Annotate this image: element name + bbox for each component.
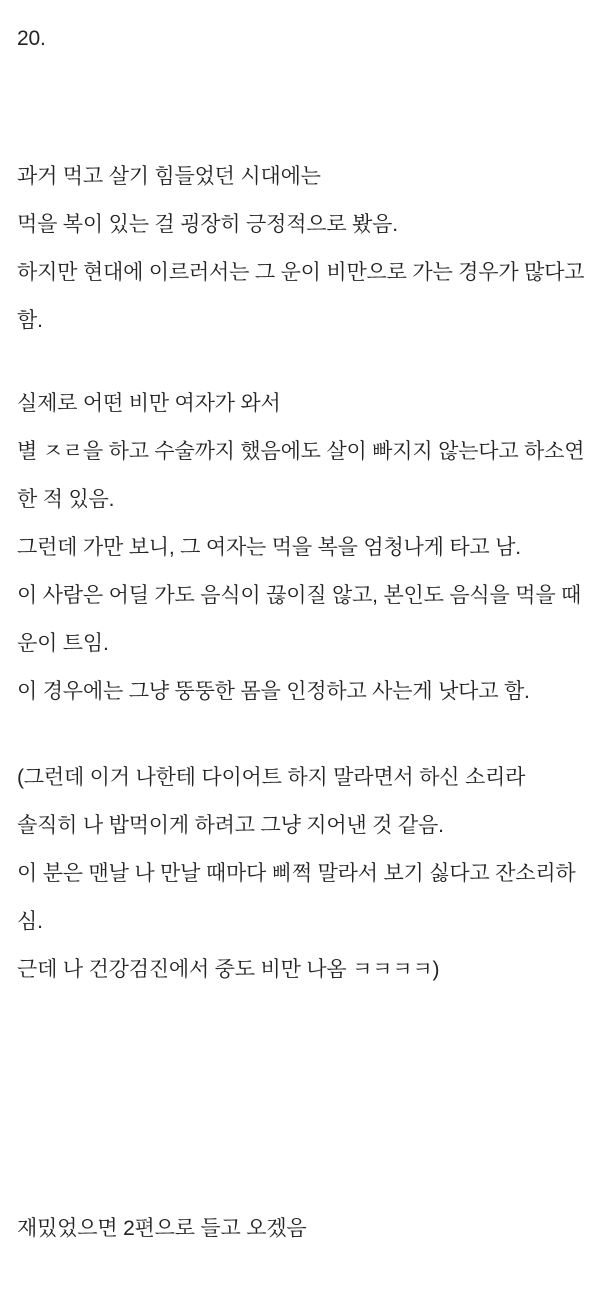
paragraph-outro bbox=[17, 1205, 590, 1253]
paragraph-past-food-luck bbox=[17, 153, 590, 345]
text-line: 한 적 있음. bbox=[17, 488, 115, 511]
text-line: 그런데 가만 보니, 그 여자는 먹을 복을 엄청나게 타고 남. bbox=[17, 536, 521, 559]
text-line: 이 분은 맨날 나 만날 때마다 삐쩍 말라서 보기 싫다고 잔소리하 bbox=[17, 862, 576, 885]
text-line: 솔직히 나 밥먹이게 하려고 그냥 지어낸 것 같음. bbox=[17, 814, 444, 837]
text-line: 별 ㅈㄹ을 하고 수술까지 했음에도 살이 빠지지 않는다고 하소연 bbox=[17, 440, 585, 463]
post-number: 20. bbox=[17, 27, 46, 50]
text-line: 함. bbox=[17, 309, 43, 332]
text-line: 이 경우에는 그냥 뚱뚱한 몸을 인정하고 사는게 낫다고 함. bbox=[17, 680, 530, 703]
text-line: 먹을 복이 있는 걸 굉장히 긍정적으로 봤음. bbox=[17, 213, 398, 236]
post-number-paragraph bbox=[17, 15, 590, 63]
text-line: 심. bbox=[17, 910, 43, 933]
text-line: 하지만 현대에 이르러서는 그 운이 비만으로 가는 경우가 많다고 bbox=[17, 261, 585, 284]
text-line: 운이 트임. bbox=[17, 632, 109, 655]
text-line: 이 사람은 어딜 가도 음식이 끊이질 않고, 본인도 음식을 먹을 때 bbox=[17, 584, 582, 607]
text-line: 재밌었으면 2편으로 들고 오겠음 bbox=[17, 1217, 307, 1240]
text-line: 실제로 어떤 비만 여자가 와서 bbox=[17, 392, 281, 415]
paragraph-personal-aside bbox=[17, 754, 590, 994]
text-line: (그런데 이거 나한테 다이어트 하지 말라면서 하신 소리라 bbox=[17, 766, 526, 789]
paragraph-obese-woman-story bbox=[17, 380, 590, 716]
text-line: 근데 나 건강검진에서 중도 비만 나옴 ㅋㅋㅋㅋ) bbox=[17, 958, 440, 981]
text-line: 과거 먹고 살기 힘들었던 시대에는 bbox=[17, 165, 321, 188]
